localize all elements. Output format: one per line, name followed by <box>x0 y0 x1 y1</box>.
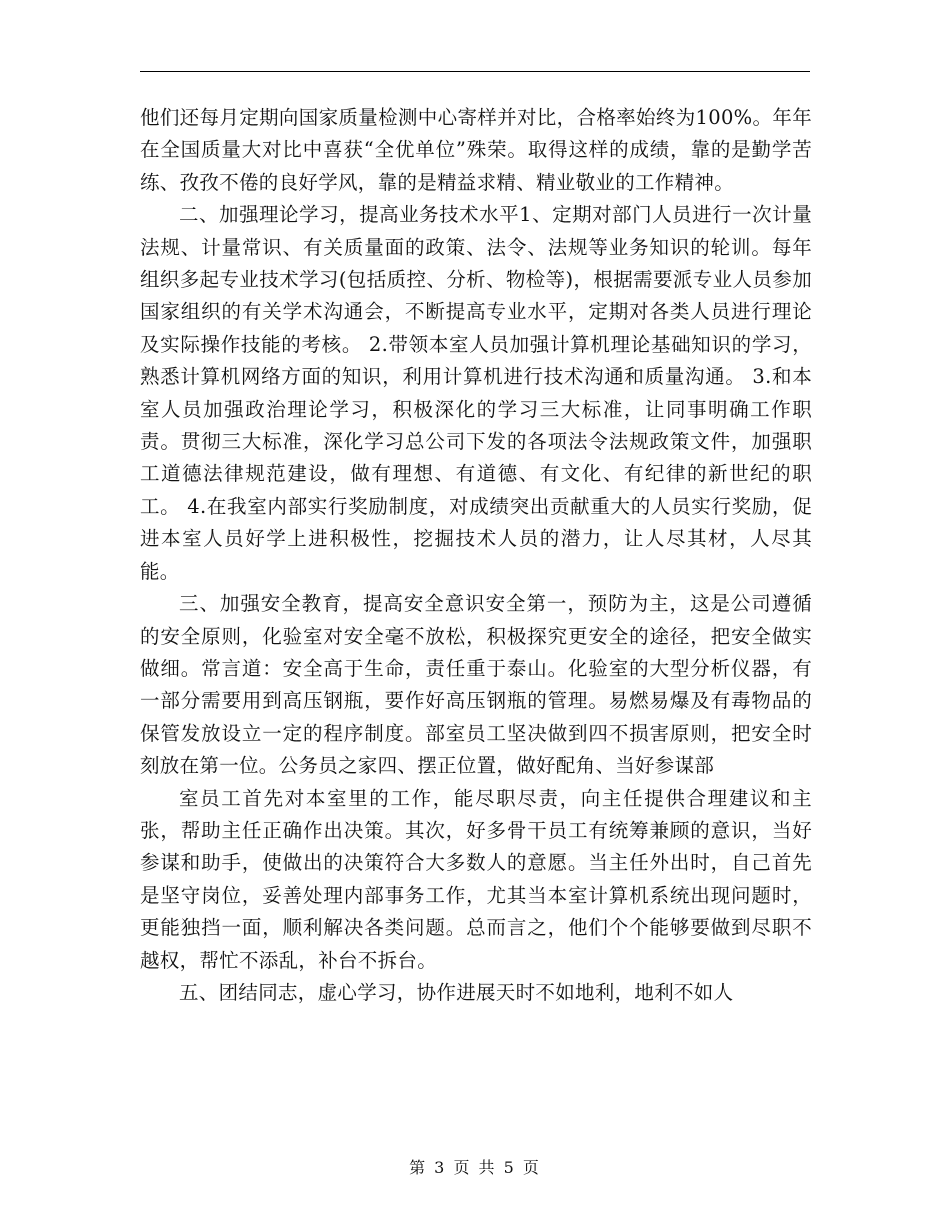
paragraph-2: 二、加强理论学习，提高业务技术水平1、定期对部门人员进行一次计量法规、计量常识、有关质量面的政策、法令、法规等业务知识的轮训。每年组织多起专业技术学习(包括质控、分析、物检等)，根据需要派专业人员参加国家组织的有关学术沟通会，不断提高专业水平，定期对各类人员进行理论及实际操作技能的考核。 2.带领本室人员加强计算机理论基础知识的学习，熟悉计算机网络方面的知识，利用计算机进行技术沟通和质量沟通。 3.和本室人员加强政治理论学习，积极深化的学习三大标准，让同事明确工作职责。贯彻三大标准，深化学习总公司下发的各项法令法规政策文件，加强职工道德法律规范建设，做有理想、有道德、有文化、有纪律的新世纪的职工。 4.在我室内部实行奖励制度，对成绩突出贡献重大的人员实行奖励，促进本室人员好学上进积极性，挖掘技术人员的潜力，让人尽其材，人尽其能。 <box>140 203 812 583</box>
paragraph-3: 三、加强安全教育，提高安全意识安全第一，预防为主，这是公司遵循的安全原则，化验室对安全毫不放松，积极探究更安全的途径，把安全做实做细。常言道：安全高于生命，责任重于泰山。化验室的大型分析仪器，有一部分需要用到高压钢瓶，要作好高压钢瓶的管理。易燃易爆及有毒物品的保管发放设立一定的程序制度。部室员工坚决做到四不损害原则，把安全时刻放在第一位。公务员之家四、摆正位置，做好配角、当好参谋部 <box>140 592 812 778</box>
page-number: 第 3 页 共 5 页 <box>409 1158 541 1177</box>
paragraph-4: 室员工首先对本室里的工作，能尽职尽责，向主任提供合理建议和主张，帮助主任正确作出决策。其次，好多骨干员工有统筹兼顾的意识，当好参谋和助手，使做出的决策符合大多数人的意愿。当主任外出时，自己首先是坚守岗位，妥善处理内部事务工作，尤其当本室计算机系统出现问题时，更能独挡一面，顺利解决各类问题。总而言之，他们个个能够要做到尽职不越权，帮忙不添乱，补台不拆台。 <box>140 786 812 972</box>
document-body <box>140 102 812 1009</box>
paragraph-5: 五、团结同志，虚心学习，协作进展天时不如地利，地利不如人 <box>179 980 734 1004</box>
header-rule <box>140 71 810 72</box>
paragraph-1: 他们还每月定期向国家质量检测中心寄样并对比，合格率始终为100%。年年在全国质量大对比中喜获“全优单位”殊荣。取得这样的成绩，靠的是勤学苦练、孜孜不倦的良好学风，靠的是精益求精、精业敬业的工作精神。 <box>140 106 812 194</box>
